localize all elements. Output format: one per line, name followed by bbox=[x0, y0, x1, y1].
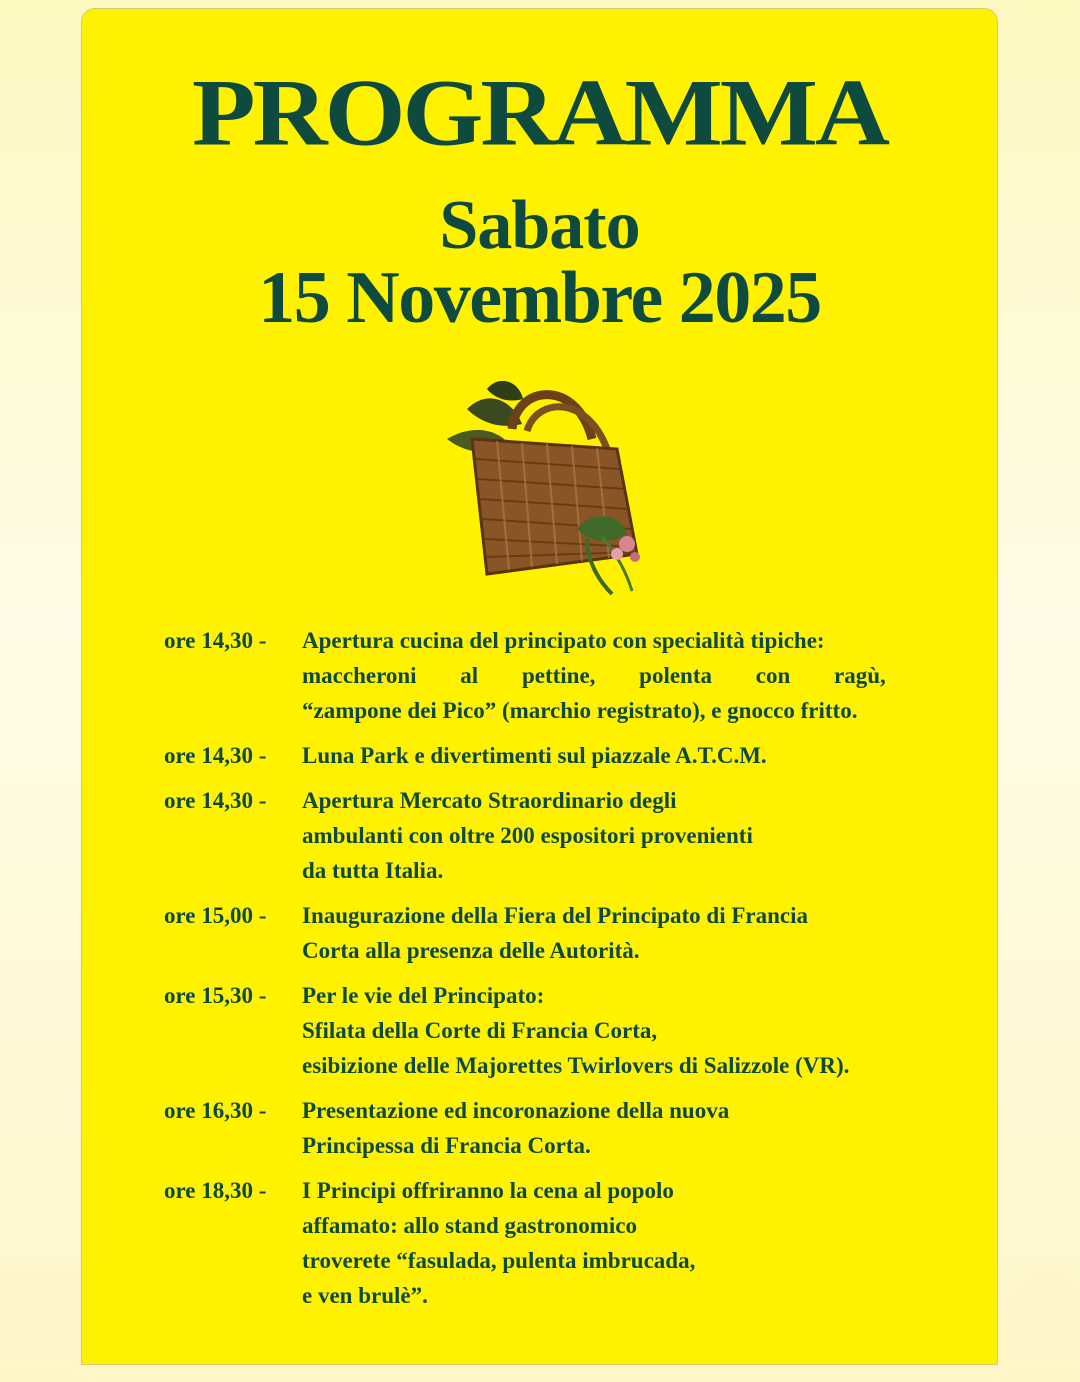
schedule-item bbox=[164, 1093, 924, 1163]
description-line: Luna Park e divertimenti sul piazzale A.T.C.M. bbox=[302, 743, 767, 768]
schedule-description bbox=[302, 1093, 924, 1163]
description-line: troverete “fasulada, pulenta imbrucada, bbox=[302, 1248, 696, 1273]
schedule-time: ore 15,00 - bbox=[164, 903, 267, 928]
schedule-time: ore 14,30 - bbox=[164, 788, 267, 813]
description-line: Sfilata della Corte di Francia Corta, bbox=[302, 1018, 658, 1043]
schedule-description bbox=[302, 783, 924, 888]
description-line: Principessa di Francia Corta. bbox=[302, 1133, 591, 1158]
description-line: Inaugurazione della Fiera del Principato di Francia bbox=[302, 903, 808, 928]
schedule-time: ore 16,30 - bbox=[164, 1098, 267, 1123]
schedule-description bbox=[302, 623, 924, 728]
description-line: Apertura Mercato Straordinario degli bbox=[302, 788, 677, 813]
schedule-time: ore 14,30 - bbox=[164, 628, 267, 653]
event-schedule bbox=[164, 623, 924, 1323]
poster-title: PROGRAMMA bbox=[191, 59, 888, 166]
schedule-description bbox=[302, 978, 924, 1083]
schedule-time: ore 18,30 - bbox=[164, 1178, 267, 1203]
schedule-description bbox=[302, 898, 924, 968]
event-date: 15 Novembre 2025 bbox=[258, 257, 821, 339]
schedule-description bbox=[302, 738, 924, 773]
schedule-item bbox=[164, 783, 924, 888]
description-line: Apertura cucina del principato con specialità tipiche: bbox=[302, 628, 825, 653]
description-line: ambulanti con oltre 200 espositori provenienti bbox=[302, 823, 753, 848]
event-poster bbox=[81, 8, 998, 1365]
description-line: esibizione delle Majorettes Twirlovers di Salizzole (VR). bbox=[302, 1053, 850, 1078]
description-line: affamato: allo stand gastronomico bbox=[302, 1213, 637, 1238]
schedule-item bbox=[164, 738, 924, 773]
description-line: da tutta Italia. bbox=[302, 858, 444, 883]
schedule-item bbox=[164, 1173, 924, 1313]
schedule-item bbox=[164, 978, 924, 1083]
schedule-time: ore 15,30 - bbox=[164, 983, 267, 1008]
wicker-basket-icon bbox=[427, 369, 657, 599]
event-day: Sabato bbox=[439, 187, 640, 264]
description-line: Presentazione ed incoronazione della nuova bbox=[302, 1098, 730, 1123]
schedule-item bbox=[164, 623, 924, 728]
description-line: “zampone dei Pico” (marchio registrato), e gnocco fritto. bbox=[302, 698, 858, 723]
description-line: Corta alla presenza delle Autorità. bbox=[302, 938, 640, 963]
description-line: Per le vie del Principato: bbox=[302, 983, 545, 1008]
description-line: e ven brulè”. bbox=[302, 1283, 428, 1308]
schedule-item bbox=[164, 898, 924, 968]
description-line: I Principi offriranno la cena al popolo bbox=[302, 1178, 674, 1203]
description-line: maccheroni al pettine, polenta con ragù, bbox=[302, 663, 886, 688]
schedule-time: ore 14,30 - bbox=[164, 743, 267, 768]
schedule-description bbox=[302, 1173, 924, 1313]
